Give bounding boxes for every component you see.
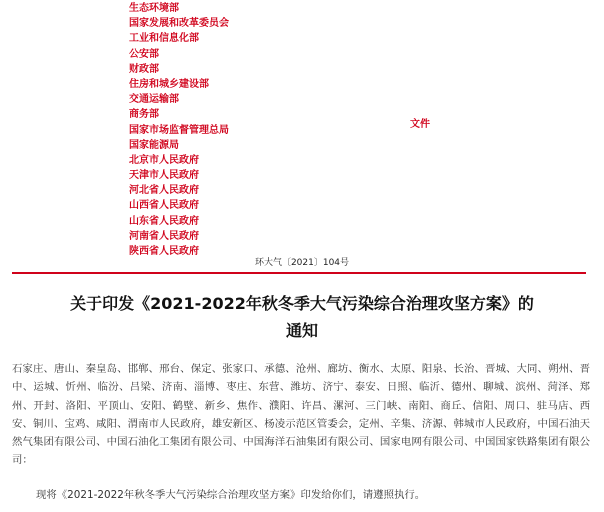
- issuer-name: 工业和信息化部: [129, 33, 199, 45]
- issuer-name: 北京市人民政府: [129, 154, 199, 166]
- issuer-name: 河北省人民政府: [129, 185, 199, 197]
- issuer-name: 陕西省人民政府: [129, 246, 199, 257]
- issuer-name: 生态环境部: [129, 3, 179, 14]
- issuer-name: 国家能源局: [129, 139, 179, 151]
- issuer-name: 国家市场监督管理总局: [129, 124, 229, 136]
- issuer-name: 交通运输部: [129, 94, 179, 106]
- document-title: [0, 290, 604, 344]
- body-paragraph: 现将《2021-2022年秋冬季大气污染综合治理攻坚方案》印发给你们，请遵照执行。: [36, 489, 426, 501]
- red-divider: [12, 272, 586, 274]
- document-number: 环大气〔2021〕104号: [254, 258, 350, 268]
- issuer-name: 山西省人民政府: [129, 200, 199, 212]
- issuer-name: 住房和城乡建设部: [129, 78, 209, 90]
- issuer-name: 财政部: [129, 63, 159, 75]
- issuer-name: 天津市人民政府: [129, 170, 199, 182]
- title-line: 关于印发《2021-2022年秋冬季大气污染综合治理攻坚方案》的: [70, 294, 534, 313]
- issuer-name: 公安部: [129, 48, 159, 60]
- issuer-list: [129, 1, 229, 259]
- title-line: 通知: [285, 321, 318, 340]
- document-label: 文件: [410, 119, 430, 130]
- recipients-paragraph: 石家庄、唐山、秦皇岛、邯郸、邢台、保定、张家口、承德、沧州、廊坊、衡水、太原、阳泉、长治、晋城、大同、朔州、晋中、运城、忻州、临汾、吕梁、济南、淄博、枣庄、东营、潍坊、济宁、泰安、日照、临沂、德州、聊城、滨州、菏泽、郑州、开封、洛阳、平顶山、安阳、鹤壁、新乡、焦作、濮阳、许昌、漯河、三门峡、南阳、商丘、信阳、周口、驻马店、西安、铜川、宝鸡、咸阳、渭南市人民政府，雄安新区、杨凌示范区管委会，定州、辛集、济源、韩城市人民政府，中国石油天然气集团有限公司、中国石油化工集团有限公司、中国海洋石油集团有限公司、国家电网有限公司、中国国家铁路集团有限公司：: [12, 363, 590, 467]
- issuer-name: 国家发展和改革委员会: [129, 18, 229, 30]
- issuer-name: 河南省人民政府: [129, 230, 199, 242]
- issuer-name: 商务部: [129, 109, 159, 121]
- issuer-name: 山东省人民政府: [129, 215, 199, 227]
